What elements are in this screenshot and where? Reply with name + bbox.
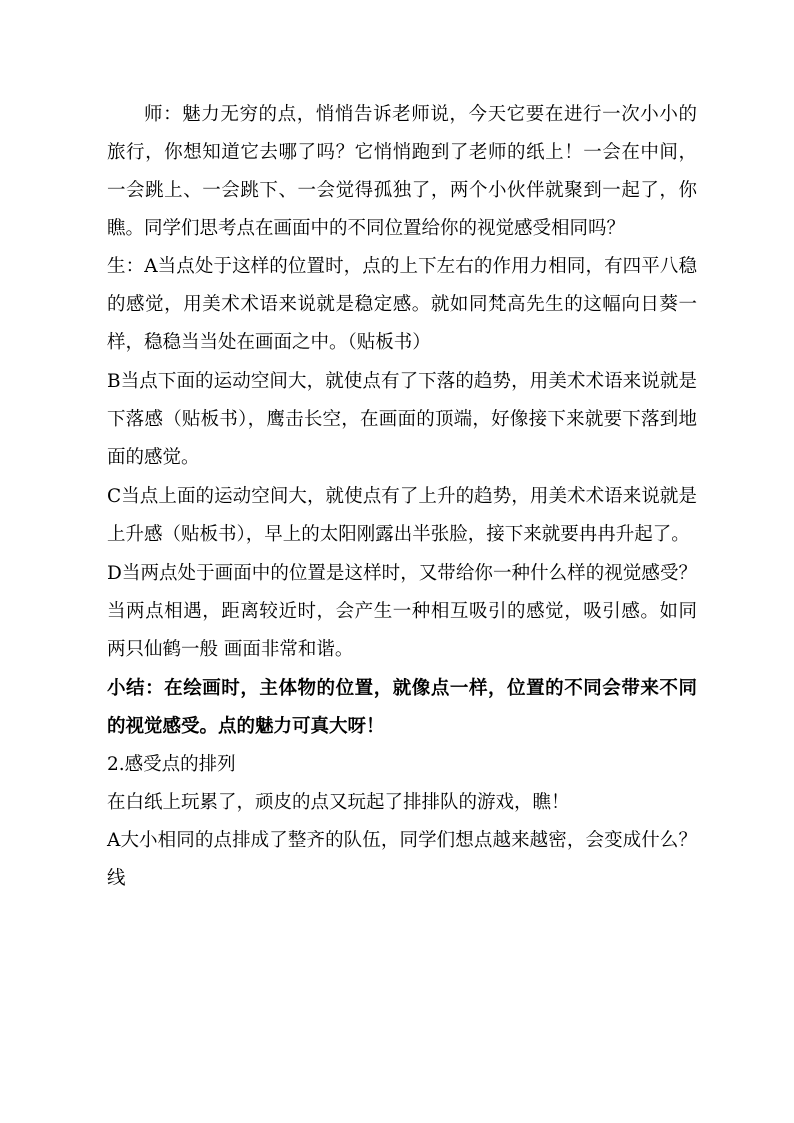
paragraph-summary: 小结：在绘画时，主体物的位置，就像点一样，位置的不同会带来不同的视觉感受。点的魅力可真大呀！ [107,678,697,737]
paragraph-point-a-line: A大小相同的点排成了整齐的队伍，同学们想点越来越密，会变成什么？线 [107,830,697,889]
paragraph-teacher-intro: 师：魅力无穷的点，悄悄告诉老师说，今天它要在进行一次小小的旅行，你想知道它去哪了吗？它悄悄跑到了老师的纸上！一会在中间，一会跳上、一会跳下、一会觉得孤独了，两个小伙伴就聚到一起了，你瞧。同学们思考点在画面中的不同位置给你的视觉感受相同吗？ [107,104,697,239]
paragraph-game-intro: 在白纸上玩累了，顽皮的点又玩起了排排队的游戏，瞧！ [107,792,570,813]
paragraph-student-a: 生：A当点处于这样的位置时，点的上下左右的作用力相同，有四平八稳的感觉，用美术术语来说就是稳定感。就如同梵高先生的这幅向日葵一样，稳稳当当处在画面之中。（贴板书） [107,256,697,353]
document-page [107,96,697,898]
paragraph-point-b: B当点下面的运动空间大，就使点有了下落的趋势，用美术术语来说就是下落感（贴板书），鹰击长空，在画面的顶端，好像接下来就要下落到地面的感觉。 [107,371,697,468]
section-heading-2: 2.感受点的排列 [107,754,236,775]
paragraph-point-d: D当两点处于画面中的位置是这样时，又带给你一种什么样的视觉感受？当两点相遇，距离较近时，会产生一种相互吸引的感觉，吸引感。如同两只仙鹤一般 画面非常和谐。 [107,563,697,660]
paragraph-point-c: C当点上面的运动空间大，就使点有了上升的趋势，用美术术语来说就是上升感（贴板书），早上的太阳刚露出半张脸，接下来就要冉冉升起了。 [107,486,697,545]
